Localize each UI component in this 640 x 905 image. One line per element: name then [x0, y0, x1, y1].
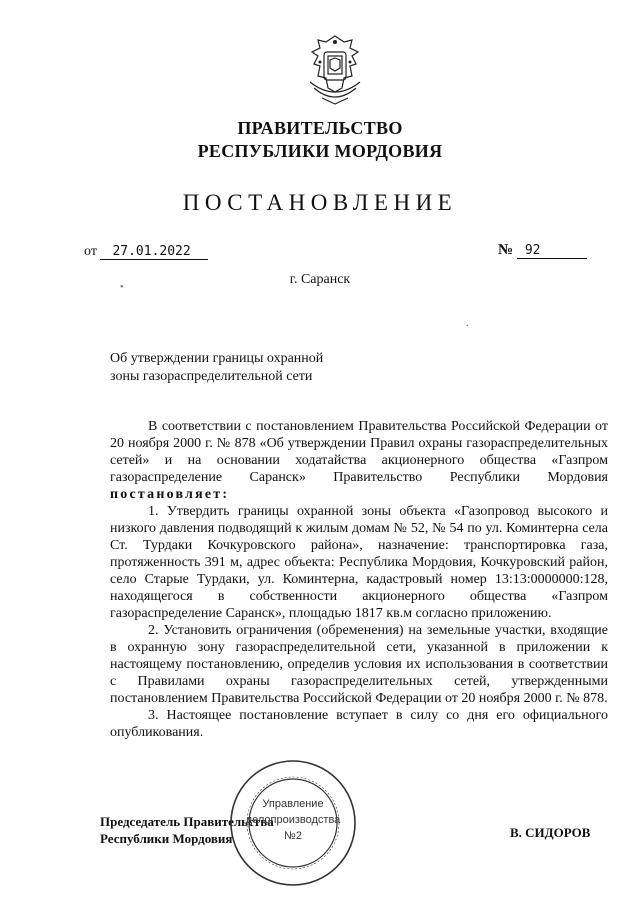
- intro-paragraph: [110, 418, 608, 503]
- coat-of-arms-emblem: [300, 32, 370, 110]
- document-number: [498, 242, 587, 259]
- org-name-line2: РЕСПУБЛИКИ МОРДОВИЯ: [197, 141, 443, 161]
- number-prefix: №: [498, 242, 514, 258]
- document-type-title: ПОСТАНОВЛЕНИЕ: [182, 190, 458, 215]
- decree-word: постановляет:: [110, 487, 230, 502]
- date-value: 27.01.2022: [100, 244, 208, 260]
- stamp-line1: Управление: [262, 798, 324, 810]
- number-value: 92: [517, 243, 587, 259]
- stamp-line2: делопроизводства: [245, 814, 341, 826]
- item-3-paragraph: 3. Настоящее постановление вступает в силу со дня его официального опубликования.: [110, 708, 608, 740]
- subject-line1: Об утверждении границы охранной: [110, 351, 324, 366]
- official-stamp: [228, 758, 358, 888]
- document-body: [110, 418, 608, 741]
- item-2-paragraph: 2. Установить ограничения (обременения) на земельные участки, входящие в охранную зону газораспределительной сети, указанной в приложении к настоящему постановлению, определив условия их использования в соответствии с Правилами охраны газораспределительных сетей, утвержденными постановлением Правительства Российской Федерации от 20 ноября 2000 г. № 878.: [110, 623, 608, 706]
- intro-text: В соответствии с постановлением Правительства Российской Федерации от 20 ноября 2000 г. № 878 «Об утверждении Правил охраны газораспределительных сетей» и на основании ходатайства акционерного общества «Газпром газораспределение Саранск» Правительство Республики Мордовия: [110, 419, 608, 485]
- city-name: г. Саранск: [289, 272, 351, 287]
- signatory-title-line1: Председатель Правительства: [100, 814, 274, 829]
- document-subject: [110, 350, 350, 386]
- stamp-line3: №2: [284, 830, 302, 842]
- scan-speck: •: [120, 282, 124, 293]
- org-name-line1: ПРАВИТЕЛЬСТВО: [237, 118, 403, 138]
- date-prefix: от: [84, 244, 97, 259]
- item-1-paragraph: 1. Утвердить границы охранной зоны объекта «Газопровод высокого и низкого давления подводящий к жилым домам № 52, № 54 по ул. Коминтерна села Ст. Турдаки Кочкуровского района», назначение: транспортировка газа, протяженность 391 м, адрес объекта: Республика Мордовия, Кочкуровский район, село Старые Турдаки, ул. Коминтерна, кадастровый номер 13:13:0000000:128, находящегося в собственности акционерного общества «Газпром газораспределение Саранск», площадью 1817 кв.м согласно приложению.: [110, 504, 608, 621]
- signatory-title-line2: Республики Мордовия: [100, 831, 233, 846]
- scan-speck: .: [466, 318, 469, 329]
- signatory-name: В. СИДОРОВ: [510, 825, 591, 840]
- subject-line2: зоны газораспределительной сети: [110, 369, 313, 384]
- document-date: [84, 244, 208, 260]
